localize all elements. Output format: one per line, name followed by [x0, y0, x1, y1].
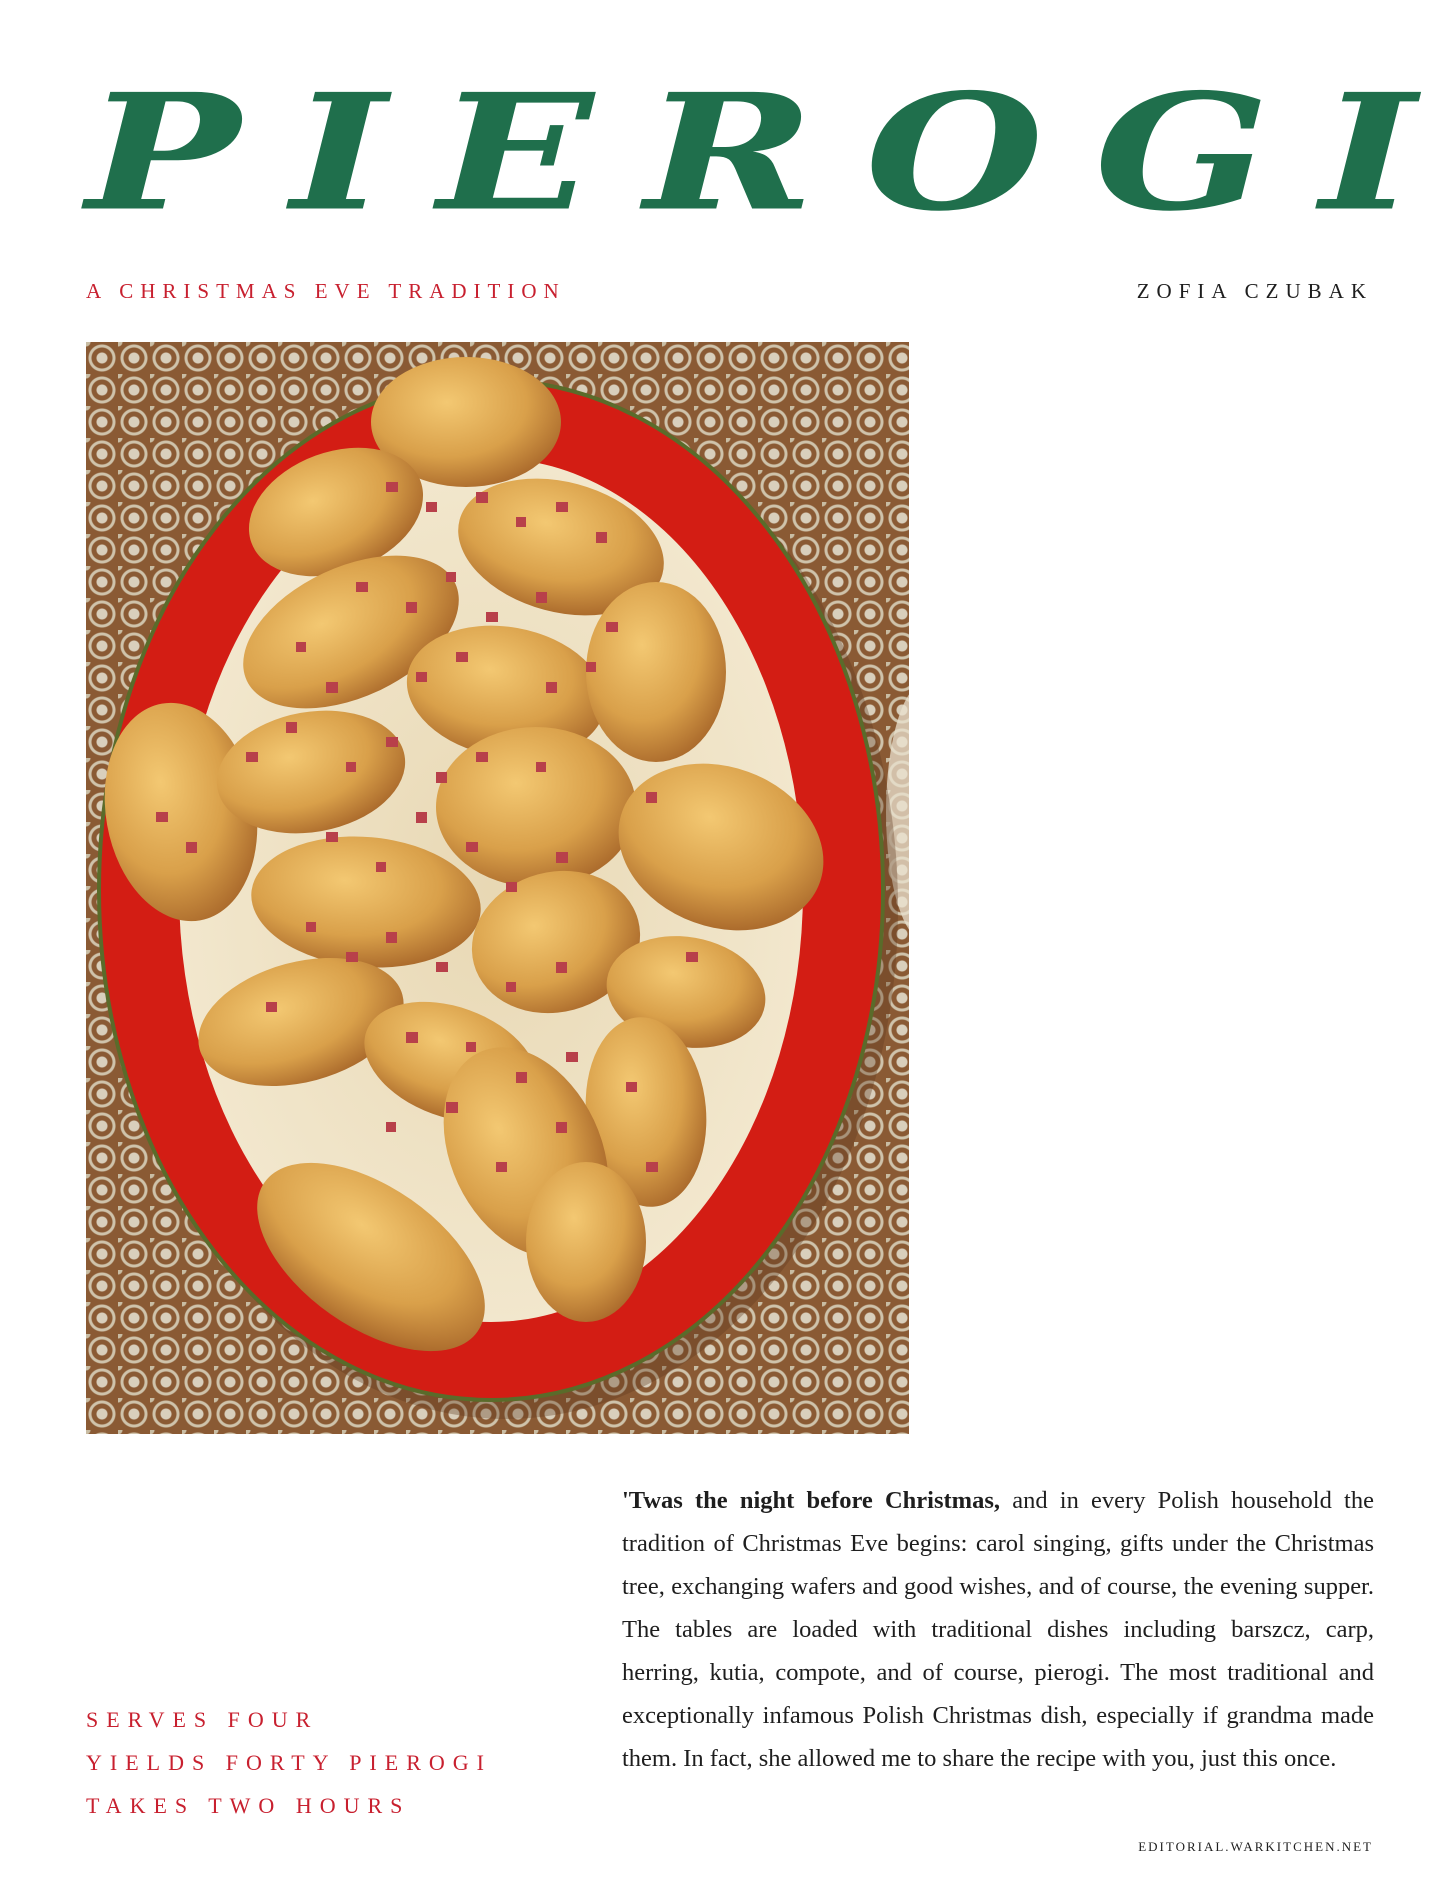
- pierogi-photo: [86, 342, 909, 1434]
- intro-body: and in every Polish household the tradition of Christmas Eve begins: carol singing, gifts under the Christmas tree, exchanging wafers and good wishes, and of course, the evening supper. The tables are loaded with traditional dishes including barszcz, carp, herring, kutia, compote, and of course, pierogi. The most traditional and exceptionally infamous Polish Christmas dish, especially if grandma made them. In fact, she allowed me to share the recipe with you, just this once.: [622, 1487, 1374, 1772]
- intro-lead: 'Twas the night before Christmas,: [622, 1487, 1000, 1514]
- website-url: EDITORIAL.WARKITCHEN.NET: [1138, 1839, 1373, 1854]
- title-letter-r: R: [644, 59, 815, 247]
- duration: TAKES TWO HOURS: [86, 1793, 411, 1818]
- title-letter-e: E: [437, 59, 594, 247]
- title-letter-g: G: [1094, 59, 1270, 247]
- title-letter-i: I: [290, 59, 387, 247]
- page-title: [86, 58, 1416, 248]
- servings: SERVES FOUR: [86, 1707, 319, 1732]
- title-letter-p: P: [86, 59, 241, 247]
- author-name: ZOFIA CZUBAK: [1136, 279, 1373, 303]
- pierogi-illustration: [86, 342, 909, 1434]
- subtitle: A CHRISTMAS EVE TRADITION: [86, 279, 566, 303]
- title-letter-i-last: I: [1320, 59, 1416, 247]
- intro-paragraph: [622, 1479, 1374, 1780]
- recipe-info: [86, 1698, 492, 1827]
- title-letter-o: O: [865, 59, 1044, 247]
- yield: YIELDS FORTY PIEROGI: [86, 1750, 492, 1775]
